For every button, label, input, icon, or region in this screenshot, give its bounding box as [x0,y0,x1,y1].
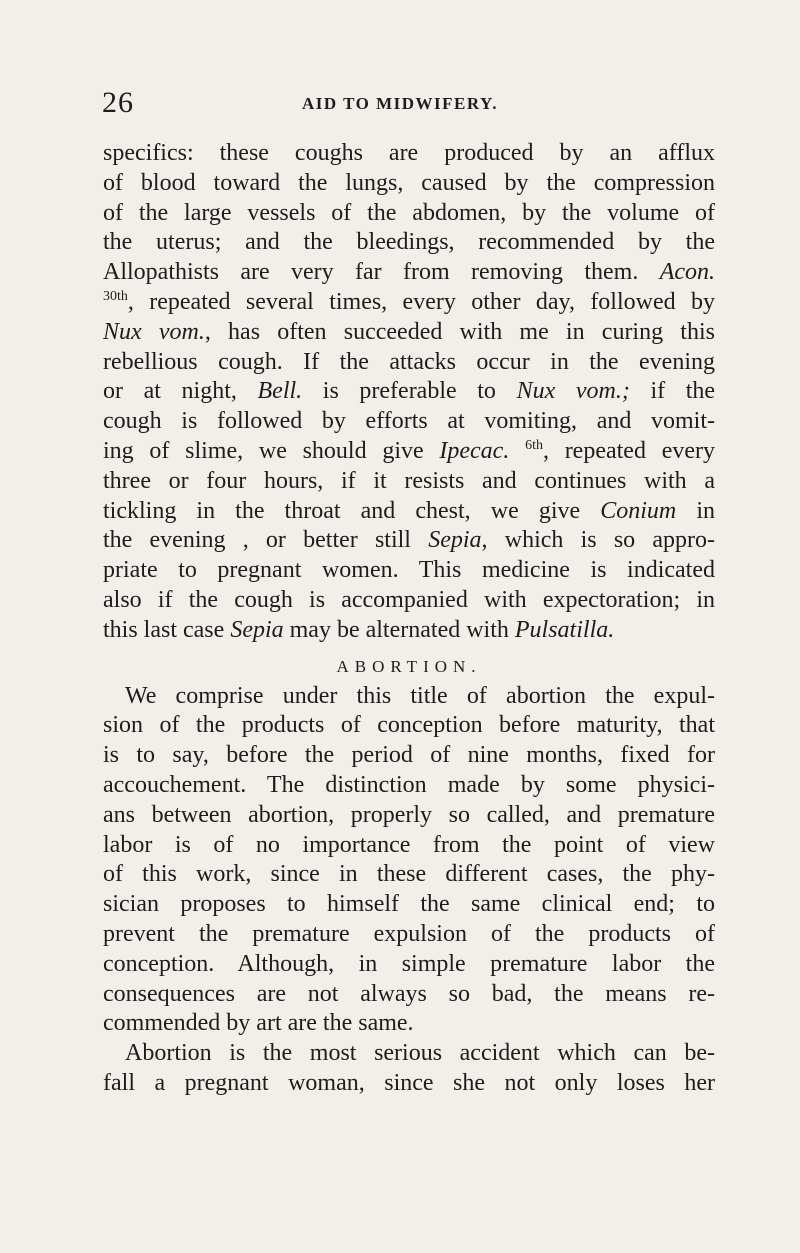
text-line: Allopathists are very far from removing them. Acon. [103,259,716,286]
text-line: of the large vessels of the abdomen, by the volume of [103,199,715,226]
text-line: accouchement. The distinction made by some physici- [103,771,715,798]
text-line: rebellious cough. If the attacks occur in the evening [103,348,715,375]
text-line: of this work, since in these different cases, the phy- [103,861,715,888]
text-line: prevent the premature expulsion of the products of [103,920,715,947]
text-line: Abortion is the most serious accident which can be- [125,1040,715,1067]
remedy-name: Acon. [659,259,716,286]
text-line: commended by art are the same. [103,1010,414,1037]
text-line: this last case Sepia may be alternated with Pulsatilla. [103,616,615,643]
remedy-name: Sepia [230,616,284,643]
text-line: priate to pregnant women. This medicine is indicated [103,557,715,584]
text-line: cough is followed by efforts at vomiting, and vomit- [103,408,715,435]
remedy-name: Bell. [257,378,303,405]
body-text [103,139,715,1099]
remedy-name: Sepia [428,527,482,554]
text-line: fall a pregnant woman, since she not only loses her [103,1069,715,1096]
text-line: $^{30th}$, repeated several times, every other day, followed by [103,288,715,315]
text-line: specifics: these coughs are produced by an afflux [103,140,715,166]
text-line: labor is of no importance from the point of view [103,831,715,858]
text-line: the evening , or better still Sepia, which is so appro- [103,527,716,554]
text-line: Nux vom., has often succeeded with me in curing this [103,318,715,345]
remedy-name: Conium [600,497,677,524]
text-line: conception. Although, in simple premature labor the [103,950,715,977]
text-line: three or four hours, if it resists and continues with a [103,467,715,494]
remedy-name: Pulsatilla. [514,616,615,643]
page-number: 26 [102,86,134,119]
text-line: consequences are not always so bad, the means re- [103,980,715,1007]
section-heading: ABORTION. [336,656,482,676]
text-line: tickling in the throat and chest, we give Conium in [103,497,716,524]
remedy-name: Ipecac. [439,437,510,464]
text-line: also if the cough is accompanied with expectoration; in [103,586,715,613]
text-line: sician proposes to himself the same clinical end; to [103,891,715,918]
text-line: ing of slime, we should give Ipecac. $^{6th}$, repeated every [103,437,715,464]
text-line: We comprise under this title of abortion the expul- [125,682,715,709]
text-line: sion of the products of conception before maturity, that [103,712,715,739]
text-line: is to say, before the period of nine months, fixed for [103,742,715,769]
text-line: or at night, Bell. is preferable to Nux vom.; if the [103,378,716,405]
text-line: ans between abortion, properly so called, and premature [103,801,715,828]
remedy-name: Nux vom. [103,318,205,345]
remedy-name: Nux vom.; [516,378,630,405]
text-line: the uterus; and the bleedings, recommended by the [103,229,715,256]
text-line: of blood toward the lungs, caused by the compression [103,169,715,196]
running-head: AID TO MIDWIFERY. [301,94,499,113]
